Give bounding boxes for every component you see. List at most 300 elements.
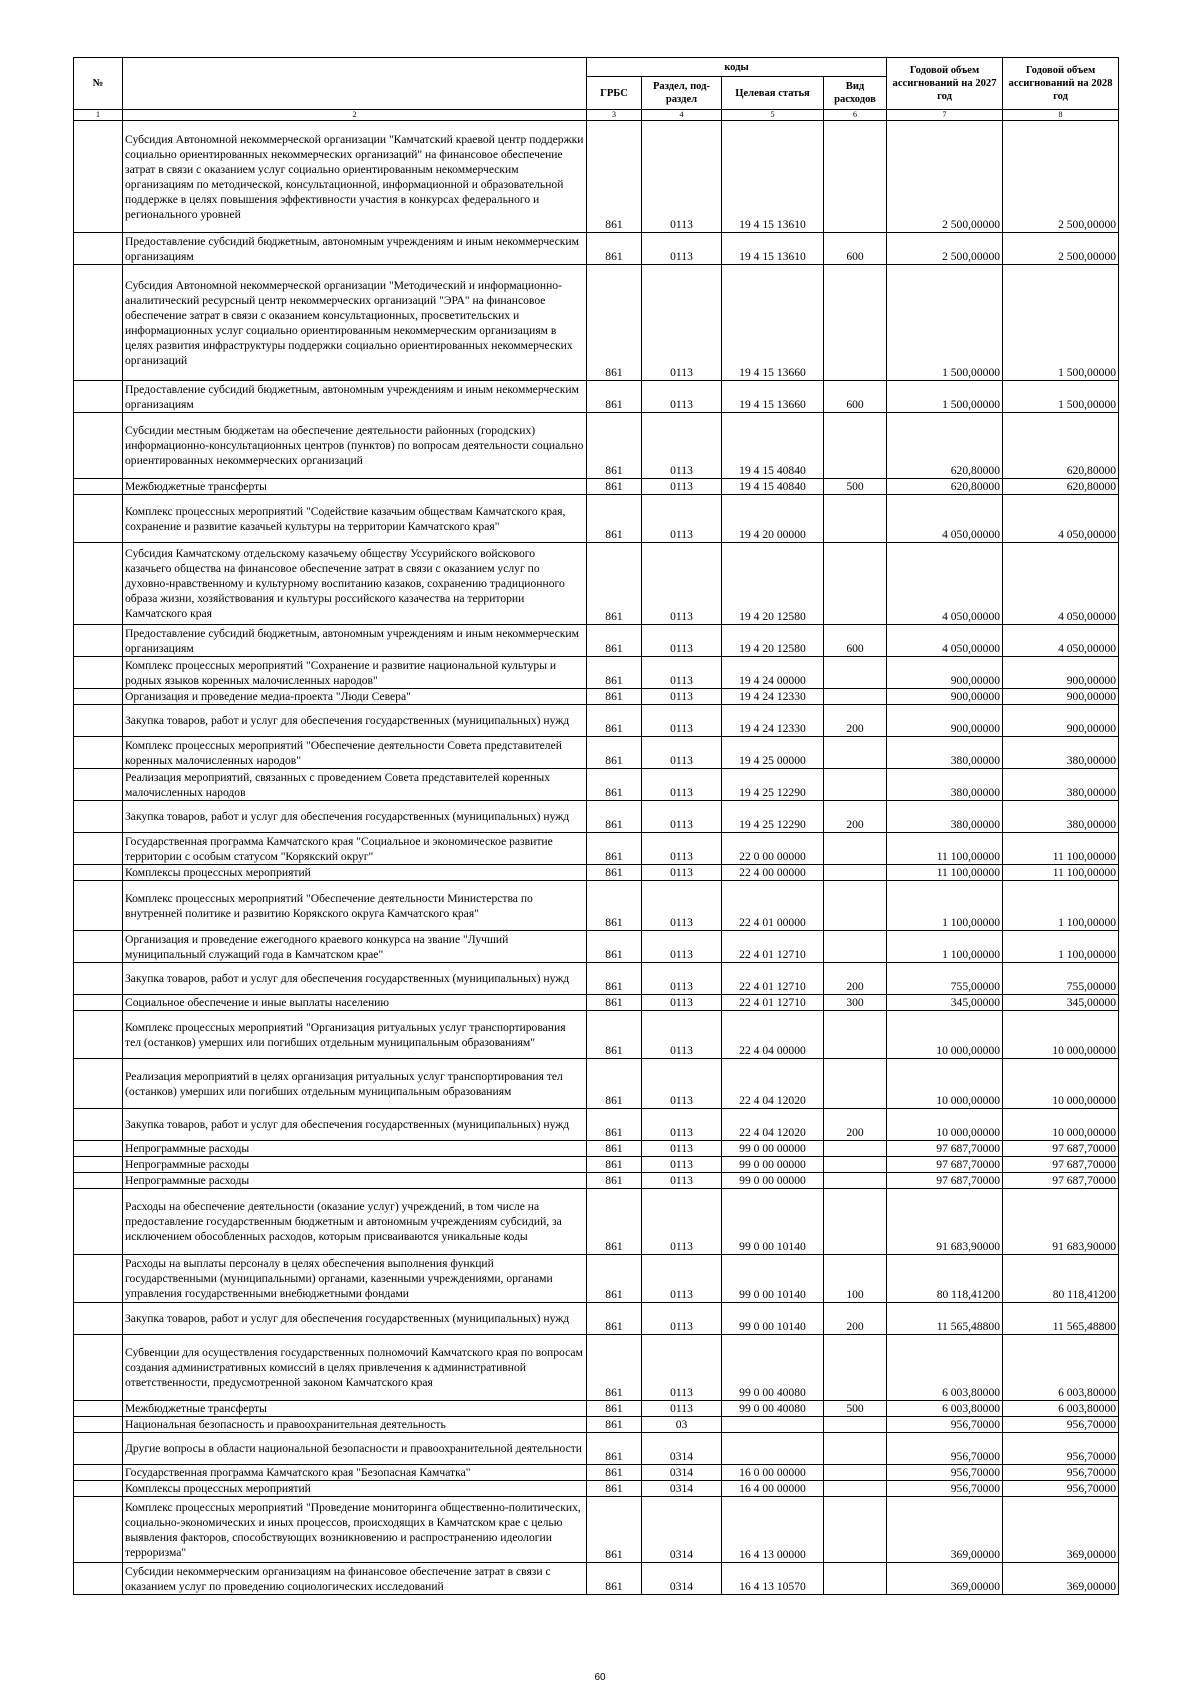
row-grbs: 861	[587, 1141, 642, 1157]
table-row	[74, 233, 1119, 265]
row-value-2028: 369,00000	[1003, 1563, 1119, 1595]
row-value-2027: 10 000,00000	[887, 1059, 1003, 1109]
num	[74, 705, 123, 737]
num	[74, 769, 123, 801]
row-value-2027: 91 683,90000	[887, 1189, 1003, 1255]
row-target-article: 22 4 04 12020	[722, 1059, 824, 1109]
row-name: Субсидия Камчатскому отдельскому казачьему обществу Уссурийского войскового казачьего общества на финансовое обеспечение затрат в связи с оказанием услуг по духовно-нравственному и культурному воспитанию казаков, сохранению традиционного образа жизни, хозяйствования и культуры российского казачества на территории Камчатского края	[123, 543, 587, 625]
row-razdel: 0113	[642, 1011, 722, 1059]
row-expense-type: 500	[824, 1401, 887, 1417]
row-value-2027: 620,80000	[887, 413, 1003, 479]
row-value-2028: 900,00000	[1003, 657, 1119, 689]
row-target-article: 19 4 20 12580	[722, 625, 824, 657]
row-value-2027: 4 050,00000	[887, 495, 1003, 543]
row-value-2028: 10 000,00000	[1003, 1109, 1119, 1141]
table-row	[74, 1109, 1119, 1141]
row-target-article: 19 4 15 13660	[722, 381, 824, 413]
row-target-article: 19 4 25 12290	[722, 801, 824, 833]
row-value-2027: 380,00000	[887, 801, 1003, 833]
num	[74, 265, 123, 381]
row-name: Закупка товаров, работ и услуг для обеспечения государственных (муниципальных) нужд	[123, 1109, 587, 1141]
num	[74, 121, 123, 233]
row-grbs: 861	[587, 833, 642, 865]
row-value-2027: 11 565,48800	[887, 1303, 1003, 1335]
row-grbs: 861	[587, 769, 642, 801]
table-row	[74, 995, 1119, 1011]
row-value-2027: 10 000,00000	[887, 1011, 1003, 1059]
row-value-2027: 97 687,70000	[887, 1141, 1003, 1157]
row-name: Комплекс процессных мероприятий "Проведение мониторинга общественно-политических, социально-экономических и иных процессов, происходящих в Камчатском крае с целью выявления факторов, способствующих возникновению и распространению идеологии терроризма"	[123, 1497, 587, 1563]
table-row	[74, 1255, 1119, 1303]
header-celevaya: Целевая статья	[722, 77, 824, 110]
row-target-article: 99 0 00 40080	[722, 1401, 824, 1417]
table-row	[74, 1011, 1119, 1059]
row-target-article: 22 4 04 12020	[722, 1109, 824, 1141]
row-name: Комплексы процессных мероприятий	[123, 865, 587, 881]
row-expense-type	[824, 865, 887, 881]
row-value-2028: 2 500,00000	[1003, 233, 1119, 265]
row-value-2027: 956,70000	[887, 1433, 1003, 1465]
row-razdel: 0113	[642, 1157, 722, 1173]
row-razdel: 0113	[642, 1335, 722, 1401]
row-name: Организация и проведение медиа-проекта "Люди Севера"	[123, 689, 587, 705]
row-target-article: 22 4 01 12710	[722, 931, 824, 963]
row-target-article: 22 4 00 00000	[722, 865, 824, 881]
row-value-2028: 4 050,00000	[1003, 495, 1119, 543]
num	[74, 881, 123, 931]
header-name	[123, 58, 587, 110]
num	[74, 1433, 123, 1465]
row-razdel: 0113	[642, 1059, 722, 1109]
table-row	[74, 381, 1119, 413]
row-expense-type	[824, 931, 887, 963]
row-target-article: 22 4 01 12710	[722, 995, 824, 1011]
row-value-2028: 380,00000	[1003, 801, 1119, 833]
row-name: Реализация мероприятий, связанных с проведением Совета представителей коренных малочисленных народов	[123, 769, 587, 801]
table-row	[74, 1563, 1119, 1595]
row-expense-type	[824, 265, 887, 381]
row-razdel: 0113	[642, 1109, 722, 1141]
row-name: Субсидия Автономной некоммерческой организации "Камчатский краевой центр поддержки социально ориентированных некоммерческих организаций" на финансовое обеспечение затрат в связи с оказанием услуг социально ориентированным некоммерческим организациям по методической, консультационной, информационной и образовательной поддержке в целях повышения эффективности участия в конкурсах федерального и регионального уровней	[123, 121, 587, 233]
row-target-article: 22 4 01 00000	[722, 881, 824, 931]
row-target-article: 19 4 25 00000	[722, 737, 824, 769]
row-expense-type: 200	[824, 801, 887, 833]
num	[74, 963, 123, 995]
row-razdel: 0113	[642, 1141, 722, 1157]
row-value-2027: 97 687,70000	[887, 1173, 1003, 1189]
row-value-2027: 956,70000	[887, 1417, 1003, 1433]
row-expense-type	[824, 833, 887, 865]
num	[74, 865, 123, 881]
row-expense-type	[824, 1465, 887, 1481]
table-row	[74, 931, 1119, 963]
row-expense-type	[824, 1563, 887, 1595]
num	[74, 413, 123, 479]
row-target-article: 99 0 00 00000	[722, 1173, 824, 1189]
row-grbs: 861	[587, 1563, 642, 1595]
row-value-2027: 380,00000	[887, 737, 1003, 769]
row-name: Комплекс процессных мероприятий "Сохранение и развитие национальной культуры и родных языков коренных малочисленных народов"	[123, 657, 587, 689]
row-target-article	[722, 1433, 824, 1465]
table-row	[74, 1141, 1119, 1157]
row-value-2028: 900,00000	[1003, 689, 1119, 705]
row-expense-type	[824, 1433, 887, 1465]
row-value-2027: 369,00000	[887, 1563, 1003, 1595]
row-name: Комплекс процессных мероприятий "Организация ритуальных услуг транспортирования тел (останков) умерших или погибших отдельным муниципальным образованиям"	[123, 1011, 587, 1059]
row-grbs: 861	[587, 1497, 642, 1563]
num	[74, 1109, 123, 1141]
num	[74, 995, 123, 1011]
row-expense-type	[824, 1141, 887, 1157]
num	[74, 1303, 123, 1335]
row-name: Субсидии некоммерческим организациям на финансовое обеспечение затрат в связи с оказанием услуг по проведению социологических исследований	[123, 1563, 587, 1595]
row-razdel: 0113	[642, 801, 722, 833]
row-name: Закупка товаров, работ и услуг для обеспечения государственных (муниципальных) нужд	[123, 705, 587, 737]
row-value-2028: 380,00000	[1003, 769, 1119, 801]
row-name: Расходы на обеспечение деятельности (оказание услуг) учреждений, в том числе на предоставление государственным бюджетным и автономным учреждениям субсидий, за исключением обособленных расходов, которым присваиваются уникальные коды	[123, 1189, 587, 1255]
row-value-2028: 620,80000	[1003, 413, 1119, 479]
row-expense-type	[824, 495, 887, 543]
table-row	[74, 833, 1119, 865]
row-grbs: 861	[587, 865, 642, 881]
row-value-2027: 80 118,41200	[887, 1255, 1003, 1303]
row-razdel: 0113	[642, 833, 722, 865]
table-row	[74, 1465, 1119, 1481]
row-grbs: 861	[587, 1173, 642, 1189]
row-name: Непрограммные расходы	[123, 1157, 587, 1173]
row-grbs: 861	[587, 1303, 642, 1335]
row-target-article: 19 4 24 12330	[722, 705, 824, 737]
row-value-2028: 4 050,00000	[1003, 625, 1119, 657]
num	[74, 689, 123, 705]
row-razdel: 0314	[642, 1563, 722, 1595]
row-value-2028: 11 100,00000	[1003, 833, 1119, 865]
num	[74, 737, 123, 769]
budget-table	[73, 57, 1119, 1595]
row-razdel: 0113	[642, 1189, 722, 1255]
num	[74, 1189, 123, 1255]
row-razdel: 0113	[642, 495, 722, 543]
row-target-article: 22 4 01 12710	[722, 963, 824, 995]
row-expense-type	[824, 689, 887, 705]
num	[74, 1563, 123, 1595]
row-value-2027: 6 003,80000	[887, 1401, 1003, 1417]
table-row	[74, 1433, 1119, 1465]
row-razdel: 0314	[642, 1481, 722, 1497]
row-expense-type: 600	[824, 381, 887, 413]
row-value-2028: 1 100,00000	[1003, 881, 1119, 931]
row-razdel: 0113	[642, 233, 722, 265]
row-razdel: 0113	[642, 963, 722, 995]
table-row	[74, 543, 1119, 625]
row-grbs: 861	[587, 1011, 642, 1059]
row-razdel: 0113	[642, 769, 722, 801]
column-index-row	[74, 110, 1119, 121]
row-name: Государственная программа Камчатского края "Социальное и экономическое развитие территории с особым статусом "Корякский округ"	[123, 833, 587, 865]
row-value-2027: 6 003,80000	[887, 1335, 1003, 1401]
row-name: Комплекс процессных мероприятий "Содействие казачьим обществам Камчатского края, сохранение и развитие казачьей культуры на территории Камчатского края"	[123, 495, 587, 543]
row-name: Комплекс процессных мероприятий "Обеспечение деятельности Министерства по внутренней политике и развитию Корякского округа Камчатского края"	[123, 881, 587, 931]
row-target-article: 19 4 15 13610	[722, 233, 824, 265]
row-razdel: 0113	[642, 737, 722, 769]
row-grbs: 861	[587, 801, 642, 833]
row-grbs: 861	[587, 1417, 642, 1433]
row-value-2028: 2 500,00000	[1003, 121, 1119, 233]
row-value-2028: 956,70000	[1003, 1465, 1119, 1481]
row-value-2028: 755,00000	[1003, 963, 1119, 995]
row-value-2028: 1 500,00000	[1003, 381, 1119, 413]
row-razdel: 0113	[642, 625, 722, 657]
num	[74, 801, 123, 833]
num	[74, 625, 123, 657]
row-razdel: 0113	[642, 265, 722, 381]
row-value-2028: 97 687,70000	[1003, 1141, 1119, 1157]
num	[74, 233, 123, 265]
row-expense-type: 200	[824, 1303, 887, 1335]
row-name: Субсидия Автономной некоммерческой организации "Методический и информационно-аналитический ресурсный центр некоммерческих организаций "ЭРА" на финансовое обеспечение затрат в связи с оказанием консультационных, просветительских и информационных услуг социально ориентированным некоммерческим организациям в целях развития инфраструктуры поддержки социально ориентированных некоммерческих организаций	[123, 265, 587, 381]
row-value-2028: 380,00000	[1003, 737, 1119, 769]
header-vid: Вид расходов	[824, 77, 887, 110]
table-row	[74, 121, 1119, 233]
row-grbs: 861	[587, 1401, 642, 1417]
row-grbs: 861	[587, 689, 642, 705]
row-value-2028: 369,00000	[1003, 1497, 1119, 1563]
row-expense-type	[824, 413, 887, 479]
num	[74, 543, 123, 625]
row-expense-type	[824, 1173, 887, 1189]
row-value-2028: 10 000,00000	[1003, 1059, 1119, 1109]
row-expense-type	[824, 1011, 887, 1059]
num	[74, 1465, 123, 1481]
row-expense-type: 200	[824, 1109, 887, 1141]
num	[74, 1157, 123, 1173]
row-grbs: 861	[587, 1189, 642, 1255]
row-value-2028: 956,70000	[1003, 1417, 1119, 1433]
table-row	[74, 479, 1119, 495]
table-row	[74, 881, 1119, 931]
row-razdel: 0113	[642, 995, 722, 1011]
row-expense-type	[824, 543, 887, 625]
table-row	[74, 1401, 1119, 1417]
row-razdel: 0113	[642, 381, 722, 413]
row-value-2028: 80 118,41200	[1003, 1255, 1119, 1303]
row-name: Субвенции для осуществления государственных полномочий Камчатского края по вопросам создания административных комиссий в целях привлечения к административной ответственности, предусмотренной законом Камчатского края	[123, 1335, 587, 1401]
header-codes: коды	[587, 58, 887, 77]
num	[74, 1335, 123, 1401]
table-row	[74, 963, 1119, 995]
num	[74, 495, 123, 543]
row-razdel: 0113	[642, 1255, 722, 1303]
row-grbs: 861	[587, 413, 642, 479]
row-value-2027: 956,70000	[887, 1481, 1003, 1497]
row-razdel: 0113	[642, 479, 722, 495]
table-row	[74, 625, 1119, 657]
row-value-2027: 900,00000	[887, 657, 1003, 689]
row-value-2028: 10 000,00000	[1003, 1011, 1119, 1059]
row-target-article: 16 4 13 10570	[722, 1563, 824, 1595]
table-row	[74, 1335, 1119, 1401]
row-target-article: 19 4 15 13660	[722, 265, 824, 381]
row-target-article: 22 0 00 00000	[722, 833, 824, 865]
row-target-article: 19 4 24 00000	[722, 657, 824, 689]
row-name: Закупка товаров, работ и услуг для обеспечения государственных (муниципальных) нужд	[123, 963, 587, 995]
row-target-article: 19 4 15 40840	[722, 479, 824, 495]
row-target-article: 19 4 25 12290	[722, 769, 824, 801]
row-grbs: 861	[587, 881, 642, 931]
row-value-2027: 369,00000	[887, 1497, 1003, 1563]
row-expense-type	[824, 881, 887, 931]
table-row	[74, 1173, 1119, 1189]
col-index: 1	[74, 110, 123, 121]
row-target-article: 99 0 00 10140	[722, 1303, 824, 1335]
row-target-article	[722, 1417, 824, 1433]
header-number: №	[74, 58, 123, 110]
row-name: Государственная программа Камчатского края "Безопасная Камчатка"	[123, 1465, 587, 1481]
row-value-2028: 900,00000	[1003, 705, 1119, 737]
table-row	[74, 1303, 1119, 1335]
row-grbs: 861	[587, 1481, 642, 1497]
row-value-2027: 900,00000	[887, 689, 1003, 705]
num	[74, 1173, 123, 1189]
row-target-article: 19 4 20 12580	[722, 543, 824, 625]
row-razdel: 0113	[642, 931, 722, 963]
row-name: Межбюджетные трансферты	[123, 1401, 587, 1417]
row-name: Другие вопросы в области национальной безопасности и правоохранительной деятельности	[123, 1433, 587, 1465]
row-expense-type	[824, 1157, 887, 1173]
num	[74, 1059, 123, 1109]
row-expense-type	[824, 1335, 887, 1401]
row-target-article: 99 0 00 10140	[722, 1255, 824, 1303]
row-expense-type	[824, 737, 887, 769]
row-name: Комплекс процессных мероприятий "Обеспечение деятельности Совета представителей коренных малочисленных народов"	[123, 737, 587, 769]
row-name: Расходы на выплаты персоналу в целях обеспечения выполнения функций государственными (муниципальными) органами, казенными учреждениями, органами управления государственными внебюджетными фондами	[123, 1255, 587, 1303]
table-row	[74, 769, 1119, 801]
row-value-2027: 620,80000	[887, 479, 1003, 495]
row-name: Комплексы процессных мероприятий	[123, 1481, 587, 1497]
row-target-article: 99 0 00 00000	[722, 1141, 824, 1157]
row-value-2028: 6 003,80000	[1003, 1335, 1119, 1401]
row-name: Национальная безопасность и правоохранительная деятельность	[123, 1417, 587, 1433]
row-value-2028: 6 003,80000	[1003, 1401, 1119, 1417]
row-grbs: 861	[587, 543, 642, 625]
row-value-2028: 956,70000	[1003, 1433, 1119, 1465]
row-razdel: 0113	[642, 121, 722, 233]
row-grbs: 861	[587, 1465, 642, 1481]
row-value-2028: 91 683,90000	[1003, 1189, 1119, 1255]
num	[74, 657, 123, 689]
row-value-2028: 97 687,70000	[1003, 1173, 1119, 1189]
row-value-2028: 1 100,00000	[1003, 931, 1119, 963]
table-row	[74, 413, 1119, 479]
row-value-2028: 11 565,48800	[1003, 1303, 1119, 1335]
row-razdel: 0113	[642, 705, 722, 737]
row-grbs: 861	[587, 995, 642, 1011]
row-expense-type	[824, 1189, 887, 1255]
table-row	[74, 1497, 1119, 1563]
row-value-2027: 11 100,00000	[887, 865, 1003, 881]
table-row	[74, 865, 1119, 881]
row-grbs: 861	[587, 1335, 642, 1401]
row-razdel: 0113	[642, 1173, 722, 1189]
num	[74, 1255, 123, 1303]
row-target-article: 99 0 00 00000	[722, 1157, 824, 1173]
row-expense-type: 500	[824, 479, 887, 495]
table-row	[74, 1059, 1119, 1109]
table-row	[74, 657, 1119, 689]
row-expense-type: 600	[824, 625, 887, 657]
col-index: 7	[887, 110, 1003, 121]
row-expense-type: 100	[824, 1255, 887, 1303]
row-name: Организация и проведение ежегодного краевого конкурса на звание "Лучший муниципальный служащий года в Камчатском крае"	[123, 931, 587, 963]
row-target-article: 16 4 13 00000	[722, 1497, 824, 1563]
row-name: Предоставление субсидий бюджетным, автономным учреждениям и иным некоммерческим организациям	[123, 381, 587, 413]
row-razdel: 0113	[642, 413, 722, 479]
row-target-article: 19 4 24 12330	[722, 689, 824, 705]
row-value-2027: 11 100,00000	[887, 833, 1003, 865]
row-grbs: 861	[587, 265, 642, 381]
table-row	[74, 265, 1119, 381]
row-target-article: 16 0 00 00000	[722, 1465, 824, 1481]
row-grbs: 861	[587, 479, 642, 495]
row-grbs: 861	[587, 737, 642, 769]
num	[74, 1497, 123, 1563]
row-target-article: 99 0 00 40080	[722, 1335, 824, 1401]
row-expense-type	[824, 1417, 887, 1433]
row-value-2027: 345,00000	[887, 995, 1003, 1011]
num	[74, 1011, 123, 1059]
row-grbs: 861	[587, 1255, 642, 1303]
col-index: 5	[722, 110, 824, 121]
row-razdel: 0113	[642, 543, 722, 625]
table-row	[74, 1481, 1119, 1497]
row-name: Социальное обеспечение и иные выплаты населению	[123, 995, 587, 1011]
row-value-2027: 1 100,00000	[887, 931, 1003, 963]
row-value-2028: 97 687,70000	[1003, 1157, 1119, 1173]
row-razdel: 0113	[642, 1303, 722, 1335]
row-target-article: 99 0 00 10140	[722, 1189, 824, 1255]
table-row	[74, 1189, 1119, 1255]
row-expense-type: 200	[824, 705, 887, 737]
row-expense-type: 200	[824, 963, 887, 995]
row-target-article: 16 4 00 00000	[722, 1481, 824, 1497]
num	[74, 1481, 123, 1497]
header-razdel: Раздел, под- раздел	[642, 77, 722, 110]
row-expense-type	[824, 769, 887, 801]
col-index: 3	[587, 110, 642, 121]
row-expense-type	[824, 121, 887, 233]
row-value-2027: 1 500,00000	[887, 265, 1003, 381]
row-name: Закупка товаров, работ и услуг для обеспечения государственных (муниципальных) нужд	[123, 801, 587, 833]
row-name: Закупка товаров, работ и услуг для обеспечения государственных (муниципальных) нужд	[123, 1303, 587, 1335]
row-expense-type	[824, 1481, 887, 1497]
row-value-2028: 956,70000	[1003, 1481, 1119, 1497]
row-target-article: 22 4 04 00000	[722, 1011, 824, 1059]
row-value-2027: 97 687,70000	[887, 1157, 1003, 1173]
table-row	[74, 801, 1119, 833]
row-value-2027: 2 500,00000	[887, 121, 1003, 233]
row-value-2027: 380,00000	[887, 769, 1003, 801]
row-value-2027: 4 050,00000	[887, 543, 1003, 625]
row-razdel: 0113	[642, 865, 722, 881]
row-grbs: 861	[587, 121, 642, 233]
row-target-article: 19 4 20 00000	[722, 495, 824, 543]
page-number: 60	[594, 1672, 606, 1683]
table-row	[74, 737, 1119, 769]
num	[74, 1401, 123, 1417]
row-grbs: 861	[587, 495, 642, 543]
row-name: Межбюджетные трансферты	[123, 479, 587, 495]
row-razdel: 0113	[642, 657, 722, 689]
